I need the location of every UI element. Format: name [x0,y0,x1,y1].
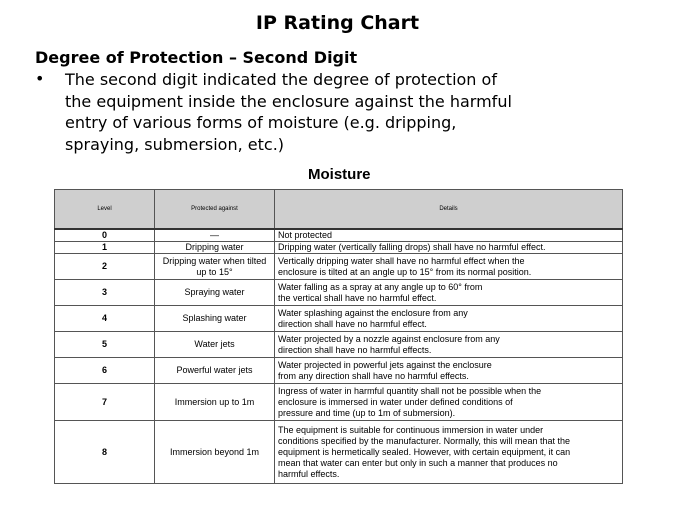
table-row [55,254,623,280]
details-line: conditions specified by the manufacturer. Normally, this will mean that the [278,435,570,446]
ip-rating-table [54,189,623,484]
cell-level: 3 [55,280,155,306]
cell-level: 0 [55,229,155,242]
details-line: The equipment is suitable for continuous immersion in water under [278,424,544,435]
cell-level: 7 [55,384,155,421]
details-line: Vertically dripping water shall have no harmful effect when the [278,255,525,266]
cell-protected-against: Dripping water when tilted up to 15° [155,254,275,280]
details-line: Ingress of water in harmful quantity shall not be possible when the [278,385,542,396]
cell-level: 2 [55,254,155,280]
cell-protected-against: — [155,229,275,242]
details-line: direction shall have no harmful effect. [278,318,427,329]
cell-protected-against: Dripping water [155,242,275,254]
details-line: pressure and time (up to 1m of submersion). [278,407,456,418]
details-line: direction shall have no harmful effects. [278,344,432,355]
cell-protected-against: Powerful water jets [155,358,275,384]
details-line: harmful effects. [278,468,340,479]
details-line: Water splashing against the enclosure from any [278,307,468,318]
details-line: Dripping water (vertically falling drops) shall have no harmful effect. [278,242,546,252]
details-line: Not protected [278,230,333,240]
details-line: Water projected by a nozzle against enclosure from any [278,333,500,344]
details-line: from any direction shall have no harmful effects. [278,370,469,381]
bullet-line: entry of various forms of moisture (e.g. dripping, [65,113,457,132]
cell-level: 8 [55,421,155,484]
table-row [55,242,623,254]
bullet-marker: • [35,69,45,88]
table-row [55,421,623,484]
bullet-line: The second digit indicated the degree of protection of [65,70,497,89]
cell-protected-against: Spraying water [155,280,275,306]
bullet-paragraph [65,69,565,155]
cell-details [275,254,623,280]
cell-details [275,306,623,332]
header-level: Level [55,190,155,230]
slide-title: IP Rating Chart [255,12,420,34]
cell-protected-against: Water jets [155,332,275,358]
table-header-row [55,190,623,230]
table-title: Moisture [308,166,371,183]
table-row [55,306,623,332]
cell-protected-against: Immersion beyond 1m [155,421,275,484]
details-line: the vertical shall have no harmful effect. [278,292,437,303]
bullet-line: the equipment inside the enclosure against the harmful [65,91,512,111]
cell-details [275,332,623,358]
cell-details [275,384,623,421]
cell-details [275,242,623,254]
cell-details [275,280,623,306]
cell-details [275,358,623,384]
cell-level: 5 [55,332,155,358]
details-line: enclosure is tilted at an angle up to 15° from its normal position. [278,266,532,277]
details-line: enclosure is immersed in water under defined conditions of [278,396,513,407]
header-details: Details [275,190,623,230]
table-row [55,229,623,242]
cell-level: 6 [55,358,155,384]
cell-protected-against: Splashing water [155,306,275,332]
table-body [55,229,623,484]
bullet-line: spraying, submersion, etc.) [65,134,285,154]
cell-protected-against: Immersion up to 1m [155,384,275,421]
details-line: Water projected in powerful jets against the enclosure [278,359,492,370]
table-row [55,332,623,358]
table-row [55,384,623,421]
header-protected-against: Protected against [155,190,275,230]
cell-details [275,421,623,484]
details-line: Water falling as a spray at any angle up to 60° from [278,281,483,292]
table-row [55,358,623,384]
details-line: equipment is hermetically sealed. However, with certain equipment, it can [278,446,571,457]
cell-level: 4 [55,306,155,332]
slide-subtitle: Degree of Protection – Second Digit [35,48,358,67]
cell-details [275,229,623,242]
details-line: mean that water can enter but only in such a manner that produces no [278,457,558,468]
cell-level: 1 [55,242,155,254]
table-row [55,280,623,306]
